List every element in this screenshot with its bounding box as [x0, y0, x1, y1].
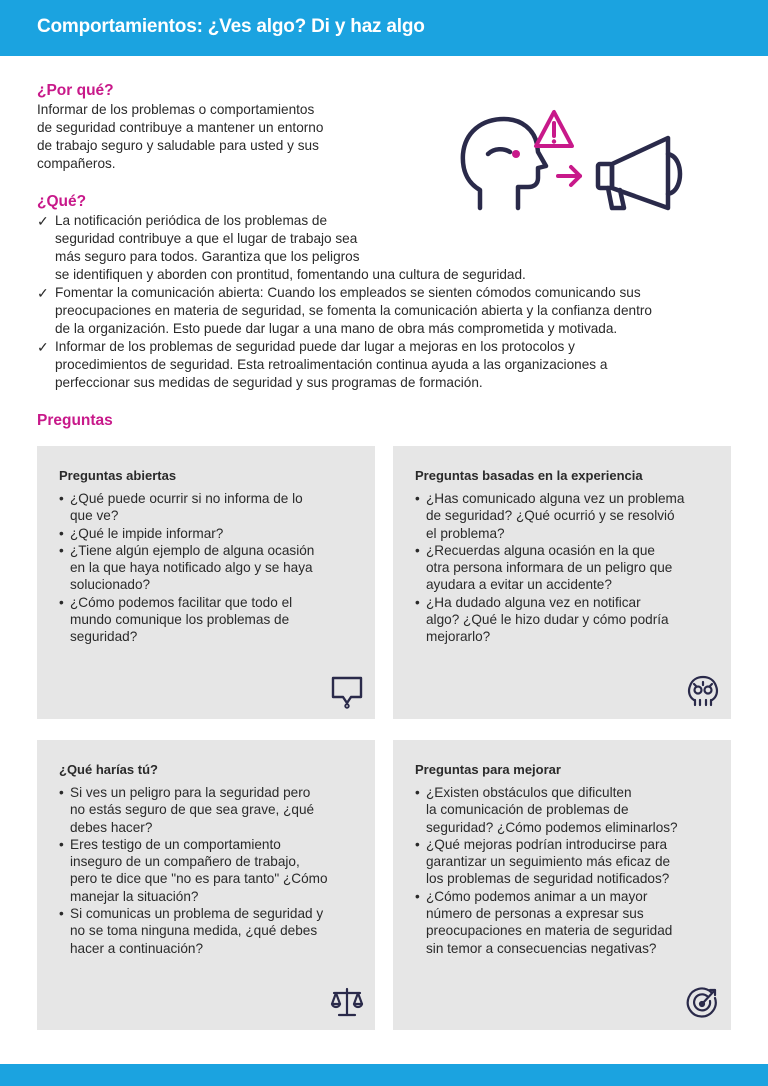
- list-line: • Si comunicas un problema de seguridad y: [70, 906, 324, 922]
- list-line: • ¿Existen obstáculos que dificulten: [426, 785, 632, 800]
- list-line: que ve?: [70, 508, 119, 524]
- list-line: • ¿Ha dudado alguna vez en notificar: [426, 594, 641, 610]
- list-item: [415, 542, 715, 594]
- list-item: [415, 784, 715, 836]
- list-line: manejar la situación?: [70, 888, 199, 904]
- why-paragraph: [37, 101, 323, 173]
- checkmark-icon: ✓: [37, 213, 49, 229]
- list-item: [415, 836, 715, 888]
- list-line: garantizar un seguimiento más eficaz de: [426, 854, 671, 870]
- why-line: de trabajo seguro y saludable para usted y sus: [37, 138, 319, 153]
- list-line: seguridad contribuye a que el lugar de trabajo sea: [55, 231, 358, 246]
- list-line: hacer a continuación?: [70, 940, 204, 956]
- head-profile-icon: [463, 119, 546, 208]
- list-line: número de personas a expresar sus: [426, 906, 644, 922]
- list-item: [415, 490, 715, 542]
- card-title: ¿Qué harías tú?: [59, 762, 158, 777]
- list-item: [59, 594, 359, 646]
- list-line: otra persona informara de un peligro que: [426, 560, 673, 576]
- brain-gears-icon: [685, 673, 721, 709]
- checkmark-icon: ✓: [37, 339, 49, 355]
- list-line: solucionado?: [70, 577, 151, 593]
- card-title: Preguntas abiertas: [59, 468, 177, 483]
- list-item: [59, 542, 359, 594]
- why-heading: ¿Por qué?: [37, 82, 114, 99]
- card-question-list: [415, 490, 715, 646]
- list-line: • ¿Tiene algún ejemplo de alguna ocasión: [70, 542, 315, 558]
- why-line: de seguridad contribuye a mantener un entorno: [37, 120, 324, 135]
- list-item: [59, 905, 359, 957]
- eye-icon: [512, 150, 520, 158]
- list-item: [59, 784, 359, 836]
- card-experience-questions: [393, 446, 731, 719]
- card-question-list: [59, 784, 359, 957]
- list-line: • ¿Cómo podemos animar a un mayor: [426, 888, 648, 904]
- what-heading: ¿Qué?: [37, 193, 87, 210]
- list-line: • ¿Qué le impide informar?: [70, 525, 224, 541]
- list-line: • ¿Recuerdas alguna ocasión en la que: [426, 542, 655, 558]
- arrow-right-icon: [558, 167, 580, 185]
- list-line: • Si ves un peligro para la seguridad pero: [70, 785, 311, 800]
- card-question-list: [59, 490, 359, 646]
- list-item: [37, 212, 737, 284]
- list-line: • ¿Has comunicado alguna vez un problema: [426, 491, 685, 506]
- list-line: procedimientos de seguridad. Esta retroalimentación continua ayuda a las organizaciones a: [55, 357, 608, 372]
- list-line: se identifiquen y aborden con prontitud, fomentando una cultura de seguridad.: [55, 267, 526, 282]
- page-title: Comportamientos: ¿Ves algo? Di y haz algo: [37, 16, 425, 37]
- list-line: seguridad? ¿Cómo podemos eliminarlos?: [426, 819, 678, 835]
- list-line: Informar de los problemas de seguridad puede dar lugar a mejoras en los protocolos y: [55, 339, 575, 354]
- list-line: preocupaciones en materia de seguridad: [426, 923, 673, 939]
- list-line: preocupaciones en materia de seguridad, se fomenta la comunicación abierta y la confianza dentro: [55, 303, 652, 318]
- card-open-questions: [37, 446, 375, 719]
- list-line: en la que haya notificado algo y se haya: [70, 560, 313, 576]
- why-line: Informar de los problemas o comportamientos: [37, 102, 315, 117]
- warning-triangle-icon: [536, 112, 572, 146]
- why-line: compañeros.: [37, 156, 116, 171]
- list-line: algo? ¿Qué le hizo dudar y cómo podría: [426, 612, 669, 628]
- list-line: el problema?: [426, 525, 505, 541]
- list-line: • Eres testigo de un comportamiento: [70, 836, 281, 852]
- list-line: de la organización. Esto puede dar lugar a una mano de obra más comprometida y motivada.: [55, 321, 618, 336]
- what-list: [37, 212, 737, 392]
- list-line: sin temor a consecuencias negativas?: [426, 940, 657, 956]
- list-item: [415, 594, 715, 646]
- speech-bubble-icon: [329, 673, 365, 709]
- card-what-would-you-do: [37, 740, 375, 1030]
- list-line: Fomentar la comunicación abierta: Cuando los empleados se sienten cómodos comunicando sus: [55, 285, 641, 300]
- list-line: • ¿Qué mejoras podrían introducirse para: [426, 836, 668, 852]
- list-line: de seguridad? ¿Qué ocurrió y se resolvió: [426, 508, 675, 524]
- list-line: mundo comunique los problemas de: [70, 612, 290, 628]
- list-item: [37, 284, 737, 338]
- list-item: [415, 888, 715, 957]
- list-line: La notificación periódica de los problemas de: [55, 213, 328, 228]
- balance-scale-icon: [329, 984, 365, 1020]
- questions-heading: Preguntas: [37, 412, 113, 429]
- megaphone-icon: [598, 138, 680, 208]
- hero-illustration: [458, 108, 698, 218]
- list-line: ayudara a evitar un accidente?: [426, 577, 612, 593]
- list-line: la comunicación de problemas de: [426, 802, 629, 818]
- card-question-list: [415, 784, 715, 957]
- list-item: [59, 525, 359, 542]
- list-line: • ¿Cómo podemos facilitar que todo el: [70, 594, 293, 610]
- list-line: seguridad?: [70, 629, 138, 645]
- list-line: pero te dice que "no es para tanto" ¿Cómo: [70, 871, 328, 887]
- list-line: perfeccionar sus medidas de seguridad y sus programas de formación.: [55, 375, 483, 390]
- list-line: no estás seguro de que sea grave, ¿qué: [70, 802, 315, 818]
- footer-bar: [0, 1064, 768, 1086]
- list-line: debes hacer?: [70, 819, 153, 835]
- target-arrow-icon: [685, 984, 721, 1020]
- list-item: [59, 836, 359, 905]
- list-line: más seguro para todos. Garantiza que los peligros: [55, 249, 360, 264]
- checkmark-icon: ✓: [37, 285, 49, 301]
- list-line: mejorarlo?: [426, 629, 491, 645]
- list-line: inseguro de un compañero de trabajo,: [70, 854, 300, 870]
- card-improvement-questions: [393, 740, 731, 1030]
- list-item: [37, 338, 737, 392]
- list-line: no se toma ninguna medida, ¿qué debes: [70, 923, 318, 939]
- list-line: los problemas de seguridad notificados?: [426, 871, 670, 887]
- card-title: Preguntas para mejorar: [415, 762, 561, 777]
- list-line: • ¿Qué puede ocurrir si no informa de lo: [70, 491, 303, 506]
- list-item: [59, 490, 359, 525]
- header-bar: [0, 0, 768, 56]
- card-title: Preguntas basadas en la experiencia: [415, 468, 643, 483]
